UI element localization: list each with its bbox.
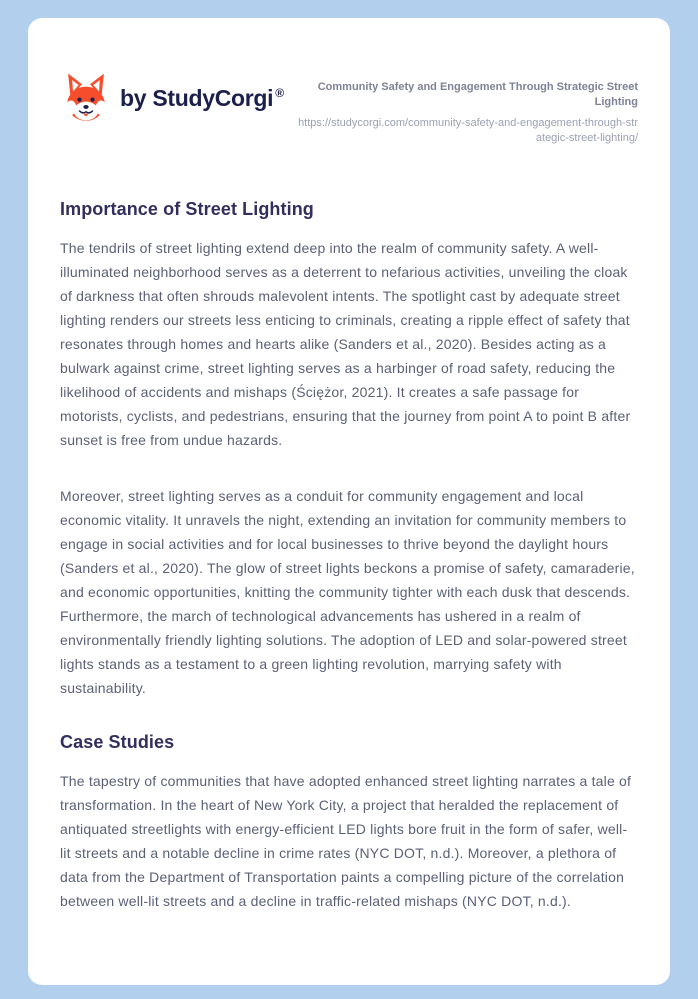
header-meta	[298, 72, 638, 145]
paragraph: The tendrils of street lighting extend deep into the realm of community safety. A well-illuminated neighborhood serves as a deterrent to nefarious activities, unveiling the cloak of darkness that often shrouds malevolent intents. The spotlight cast by adequate street lighting renders our streets less enticing to criminals, creating a ripple effect of safety that resonates through homes and hearts alike (Sanders et al., 2020). Besides acting as a bulwark against crime, street lighting serves as a harbinger of road safety, reducing the likelihood of accidents and mishaps (Ściężor, 2021). It creates a safe passage for motorists, cyclists, and pedestrians, ensuring that the journey from point A to point B after sunset is free from undue hazards.	[60, 240, 631, 449]
document-header	[60, 72, 638, 145]
brand-wordmark: by StudyCorgi ®	[120, 84, 284, 111]
section-heading: Importance of Street Lighting	[60, 199, 314, 220]
document-card	[28, 18, 670, 985]
source-url: https://studycorgi.com/community-safety-and-engagement-through-strategic-street-lighting/	[298, 116, 638, 144]
paragraph: Moreover, street lighting serves as a conduit for community engagement and local economic vitality. It unravels the night, extending an invitation for community members to engage in social activities and for local businesses to thrive beyond the daylight hours (Sanders et al., 2020). The glow of street lights beckons a promise of safety, camaraderie, and economic opportunities, knitting the community tighter with each dusk that descends. Furthermore, the march of technological advancements has ushered in a realm of environmentally friendly lighting solutions. The adoption of LED and solar-powered street lights stands as a testament to a green lighting revolution, marrying safety with sustainability.	[60, 488, 635, 697]
paragraph: The tapestry of communities that have adopted enhanced street lighting narrates a tale of transformation. In the heart of New York City, a project that heralded the replacement of antiquated streetlights with energy-efficient LED lights bore fruit in the form of safer, well-lit streets and a notable decline in crime rates (NYC DOT, n.d.). Moreover, a plethora of data from the Department of Transportation paints a compelling picture of the correlation between well-lit streets and a decline in traffic-related mishaps (NYC DOT, n.d.).	[60, 773, 632, 910]
document-title: Community Safety and Engagement Through Strategic Street Lighting	[317, 81, 638, 108]
brand[interactable]	[60, 72, 284, 124]
section-heading: Case Studies	[60, 732, 175, 753]
section-case-studies	[60, 732, 638, 913]
corgi-logo-icon	[60, 72, 112, 124]
registered-mark: ®	[275, 85, 284, 100]
section-importance	[60, 199, 638, 700]
